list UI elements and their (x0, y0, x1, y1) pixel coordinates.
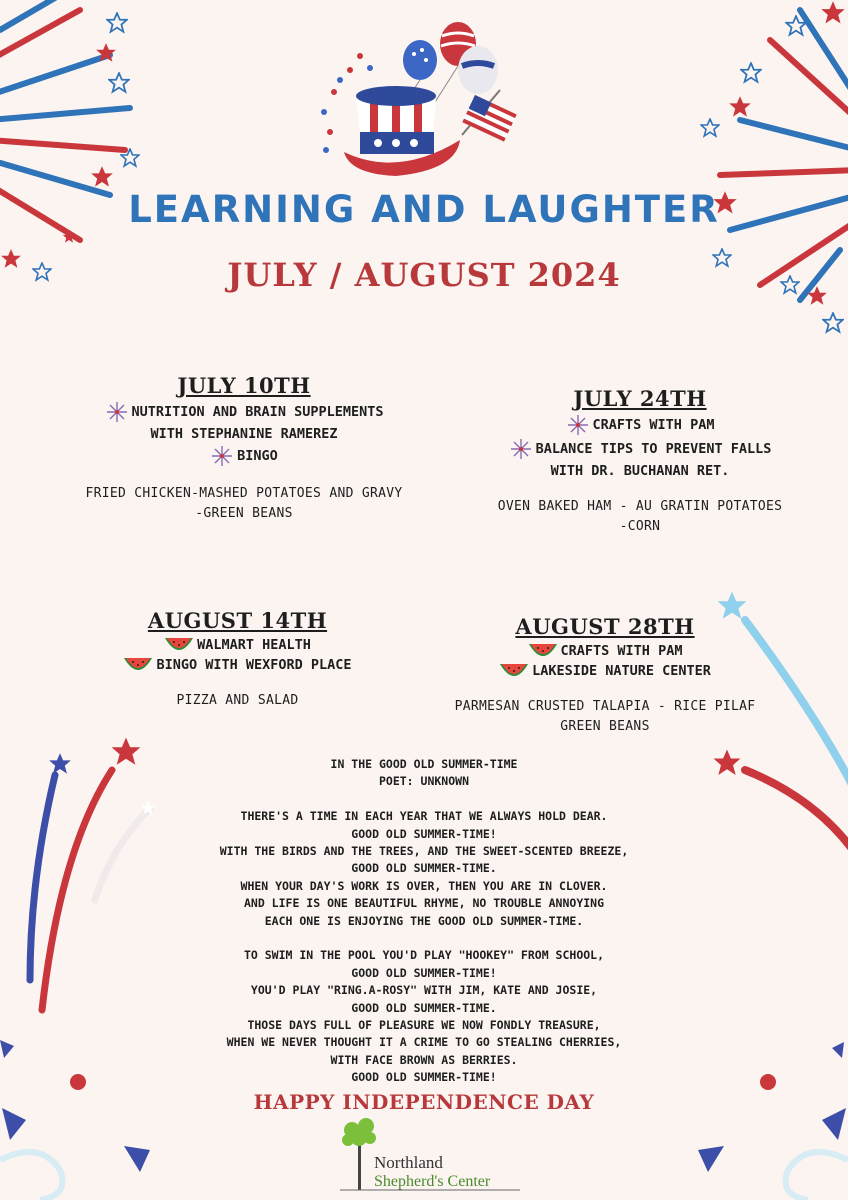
event-august-28 (420, 614, 790, 737)
poem (150, 756, 698, 1087)
poem-stanza-2: TO SWIM IN THE POOL YOU'D PLAY "HOOKEY" FROM SCHOOL, GOOD OLD SUMMER-TIME! YOU'D PLAY "RING.A-ROSY" WITH JIM, KATE AND JOSIE, GOOD OLD SUMMER-TIME. THOSE DAYS FULL OF PLEASURE WE NOW FONDLY TREASURE, WHEN WE NEVER THOUGHT IT A CRIME TO GO STEALING CHERRIES, WITH FACE BROWN AS BERRIES. GOOD OLD SUMMER-TIME! (226, 948, 622, 1085)
independence-day-greeting: HAPPY INDEPENDENCE DAY (253, 1090, 595, 1114)
firework-icon (105, 400, 129, 424)
watermelon-icon (164, 636, 194, 654)
firework-icon (509, 437, 533, 461)
event-date: AUGUST 14TH (147, 608, 328, 633)
tree-icon (342, 1118, 376, 1190)
page-subtitle: JULY / AUGUST 2024 (227, 256, 621, 294)
event-menu: OVEN BAKED HAM - AU GRATIN POTATOES -CORN (497, 499, 783, 534)
event-activity: LAKESIDE NATURE CENTER (420, 661, 790, 681)
event-date: JULY 24TH (573, 386, 707, 411)
event-activity: WALMART HEALTH (60, 635, 415, 655)
event-menu: PIZZA AND SALAD (176, 693, 299, 708)
event-date: AUGUST 28TH (515, 614, 695, 639)
event-activity: CRAFTS WITH PAM (420, 641, 790, 661)
watermelon-icon (499, 662, 529, 680)
event-july-24 (440, 386, 840, 537)
event-activity: WITH STEPHANINE RAMEREZ (150, 426, 338, 442)
shooting-star-left (30, 770, 150, 1010)
event-activity: BALANCE TIPS TO PREVENT FALLS (440, 437, 840, 461)
watermelon-icon (528, 642, 558, 660)
event-activity: BINGO WITH WEXFORD PLACE (60, 655, 415, 675)
logo-subname: Shepherd's Center (374, 1173, 491, 1190)
logo-name: Northland (374, 1153, 443, 1172)
event-menu: FRIED CHICKEN-MASHED POTATOES AND GRAVY -GREEN BEANS (85, 486, 403, 521)
event-july-10 (40, 373, 448, 524)
event-august-14 (60, 608, 415, 711)
uncle-sam-hat-illustration (321, 22, 517, 176)
poem-title: IN THE GOOD OLD SUMMER-TIME (330, 757, 518, 771)
page-title: LEARNING AND LAUGHTER (128, 188, 720, 231)
event-activity: CRAFTS WITH PAM (440, 413, 840, 437)
poem-stanza-1: THERE'S A TIME IN EACH YEAR THAT WE ALWAYS HOLD DEAR. GOOD OLD SUMMER-TIME! WITH THE BIRDS AND THE TREES, AND THE SWEET-SCENTED BREEZE, GOOD OLD SUMMER-TIME. WHEN YOUR DAY'S WORK IS OVER, THEN YOU ARE IN CLOVER. AND LIFE IS ONE BEAUTIFUL RHYME, NO TROUBLE ANNOYING EACH ONE IS ENJOYING THE GOOD OLD SUMMER-TIME. (219, 809, 629, 928)
firework-icon (566, 413, 590, 437)
event-activity: NUTRITION AND BRAIN SUPPLEMENTS (40, 400, 448, 424)
event-activity: WITH DR. BUCHANAN RET. (550, 463, 730, 479)
event-menu: PARMESAN CRUSTED TALAPIA - RICE PILAF GREEN BEANS (454, 699, 756, 734)
poem-author: POET: UNKNOWN (378, 774, 469, 789)
firework-icon (210, 444, 234, 468)
event-date: JULY 10TH (177, 373, 311, 398)
event-activity: BINGO (40, 444, 448, 468)
watermelon-icon (123, 656, 153, 674)
northland-shepherds-center-logo (340, 1116, 540, 1192)
